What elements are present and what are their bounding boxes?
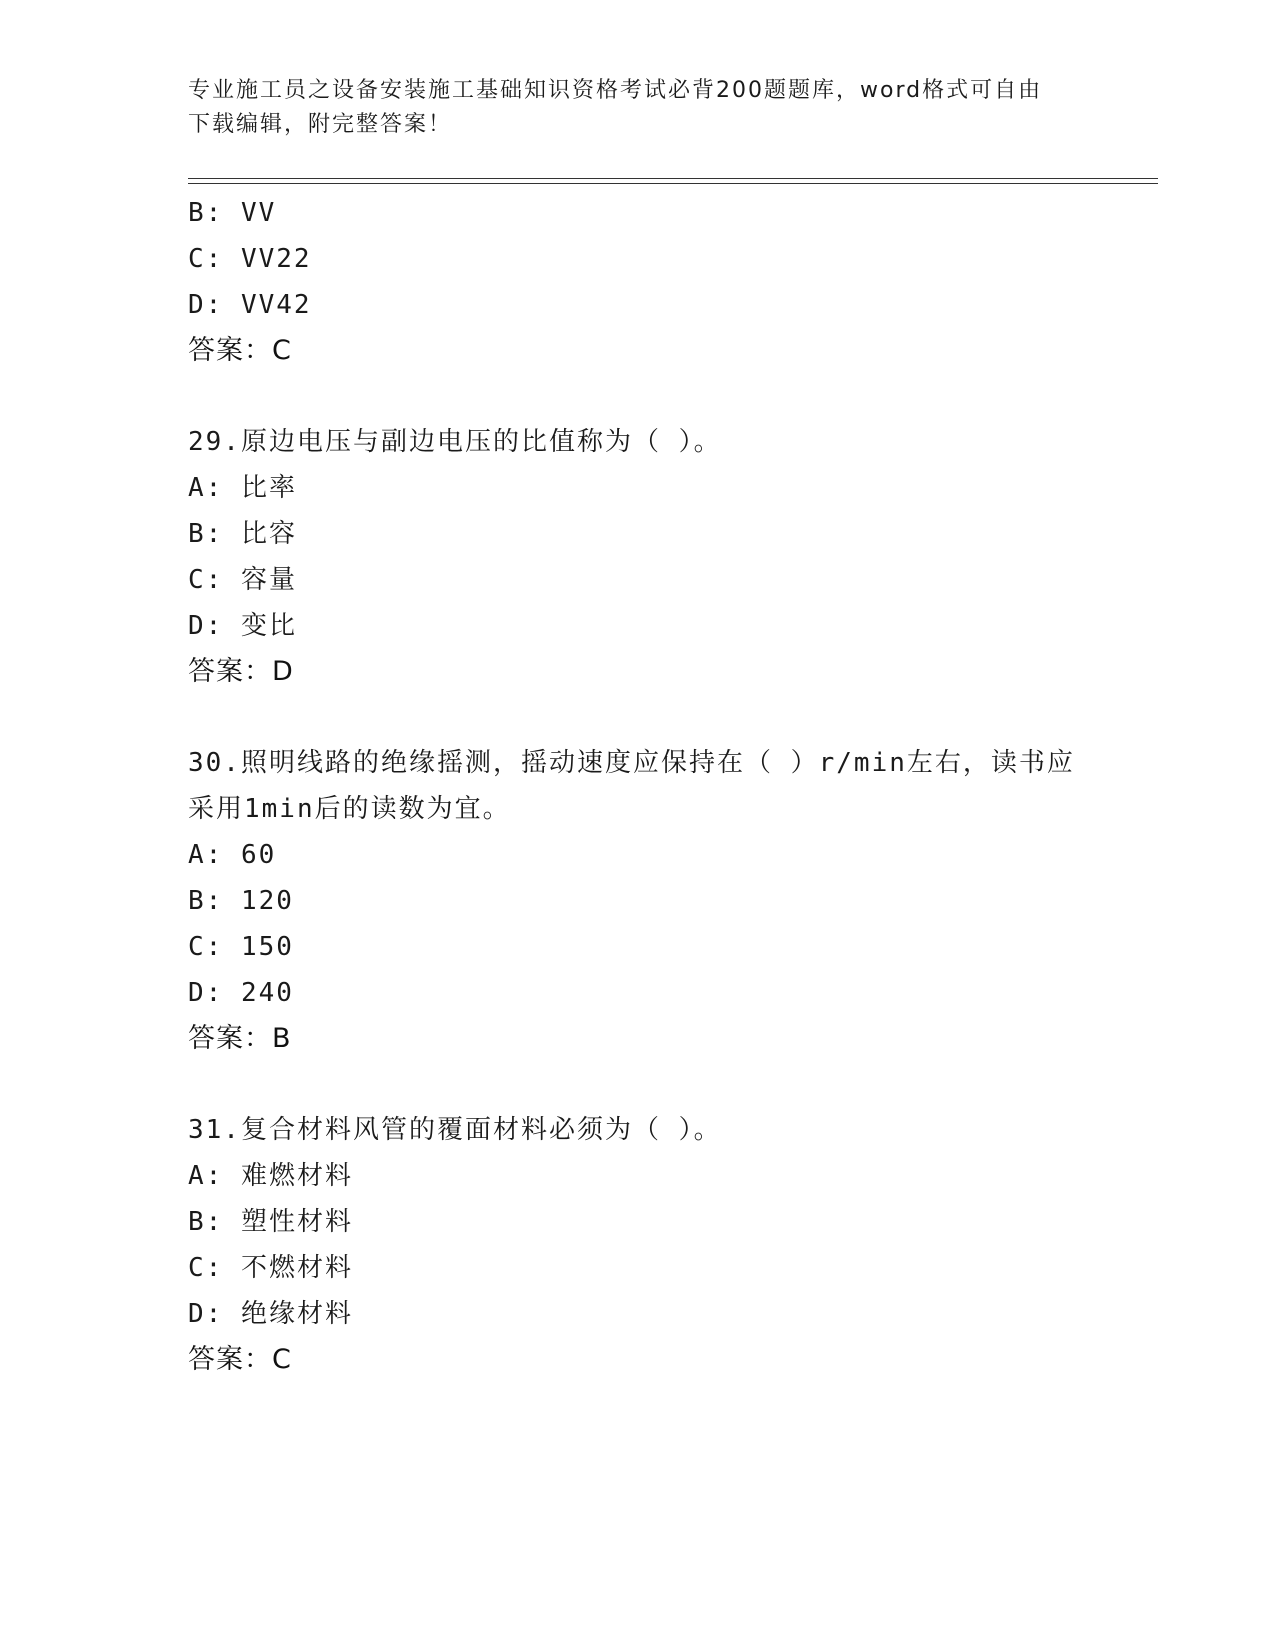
q31-option-c: C: 不燃材料 bbox=[188, 1253, 353, 1283]
header-line-1: 专业施工员之设备安装施工基础知识资格考试必背200题题库，word格式可自由 bbox=[188, 78, 1043, 103]
q31-option-b: B: 塑性材料 bbox=[188, 1207, 353, 1237]
question-28 bbox=[188, 190, 1158, 374]
q30-answer: 答案：B bbox=[188, 1023, 292, 1054]
q30-option-b: B: 120 bbox=[188, 886, 294, 916]
q28-option-c: C: VV22 bbox=[188, 244, 312, 274]
q29-option-c: C: 容量 bbox=[188, 565, 297, 595]
q31-stem: 31.复合材料风管的覆面材料必须为（ ）。 bbox=[188, 1115, 722, 1145]
header-divider-bottom bbox=[188, 183, 1158, 184]
q29-option-d: D: 变比 bbox=[188, 611, 297, 641]
q28-option-b: B: VV bbox=[188, 198, 277, 228]
q31-option-d: D: 绝缘材料 bbox=[188, 1299, 353, 1329]
q28-answer: 答案：C bbox=[188, 335, 292, 366]
q30-option-d: D: 240 bbox=[188, 978, 294, 1008]
question-30 bbox=[188, 740, 1158, 1062]
question-31 bbox=[188, 1107, 1158, 1383]
q30-option-c: C: 150 bbox=[188, 932, 294, 962]
q29-option-a: A: 比率 bbox=[188, 473, 297, 503]
q30-option-a: A: 60 bbox=[188, 840, 277, 870]
q30-stem-line-2: 采用1min后的读数为宜。 bbox=[188, 794, 511, 824]
q29-stem: 29.原边电压与副边电压的比值称为（ ）。 bbox=[188, 427, 722, 457]
q29-answer: 答案：D bbox=[188, 656, 294, 687]
document-header bbox=[188, 74, 1088, 142]
q28-option-d: D: VV42 bbox=[188, 290, 312, 320]
header-divider-top bbox=[188, 178, 1158, 179]
header-line-2: 下载编辑，附完整答案！ bbox=[188, 112, 453, 137]
q31-answer: 答案：C bbox=[188, 1344, 292, 1375]
question-29 bbox=[188, 419, 1158, 695]
q30-stem-line-1: 30.照明线路的绝缘摇测，摇动速度应保持在（ ）r/min左右，读书应 bbox=[188, 748, 1075, 778]
question-content bbox=[188, 190, 1158, 1383]
q29-option-b: B: 比容 bbox=[188, 519, 297, 549]
q31-option-a: A: 难燃材料 bbox=[188, 1161, 353, 1191]
